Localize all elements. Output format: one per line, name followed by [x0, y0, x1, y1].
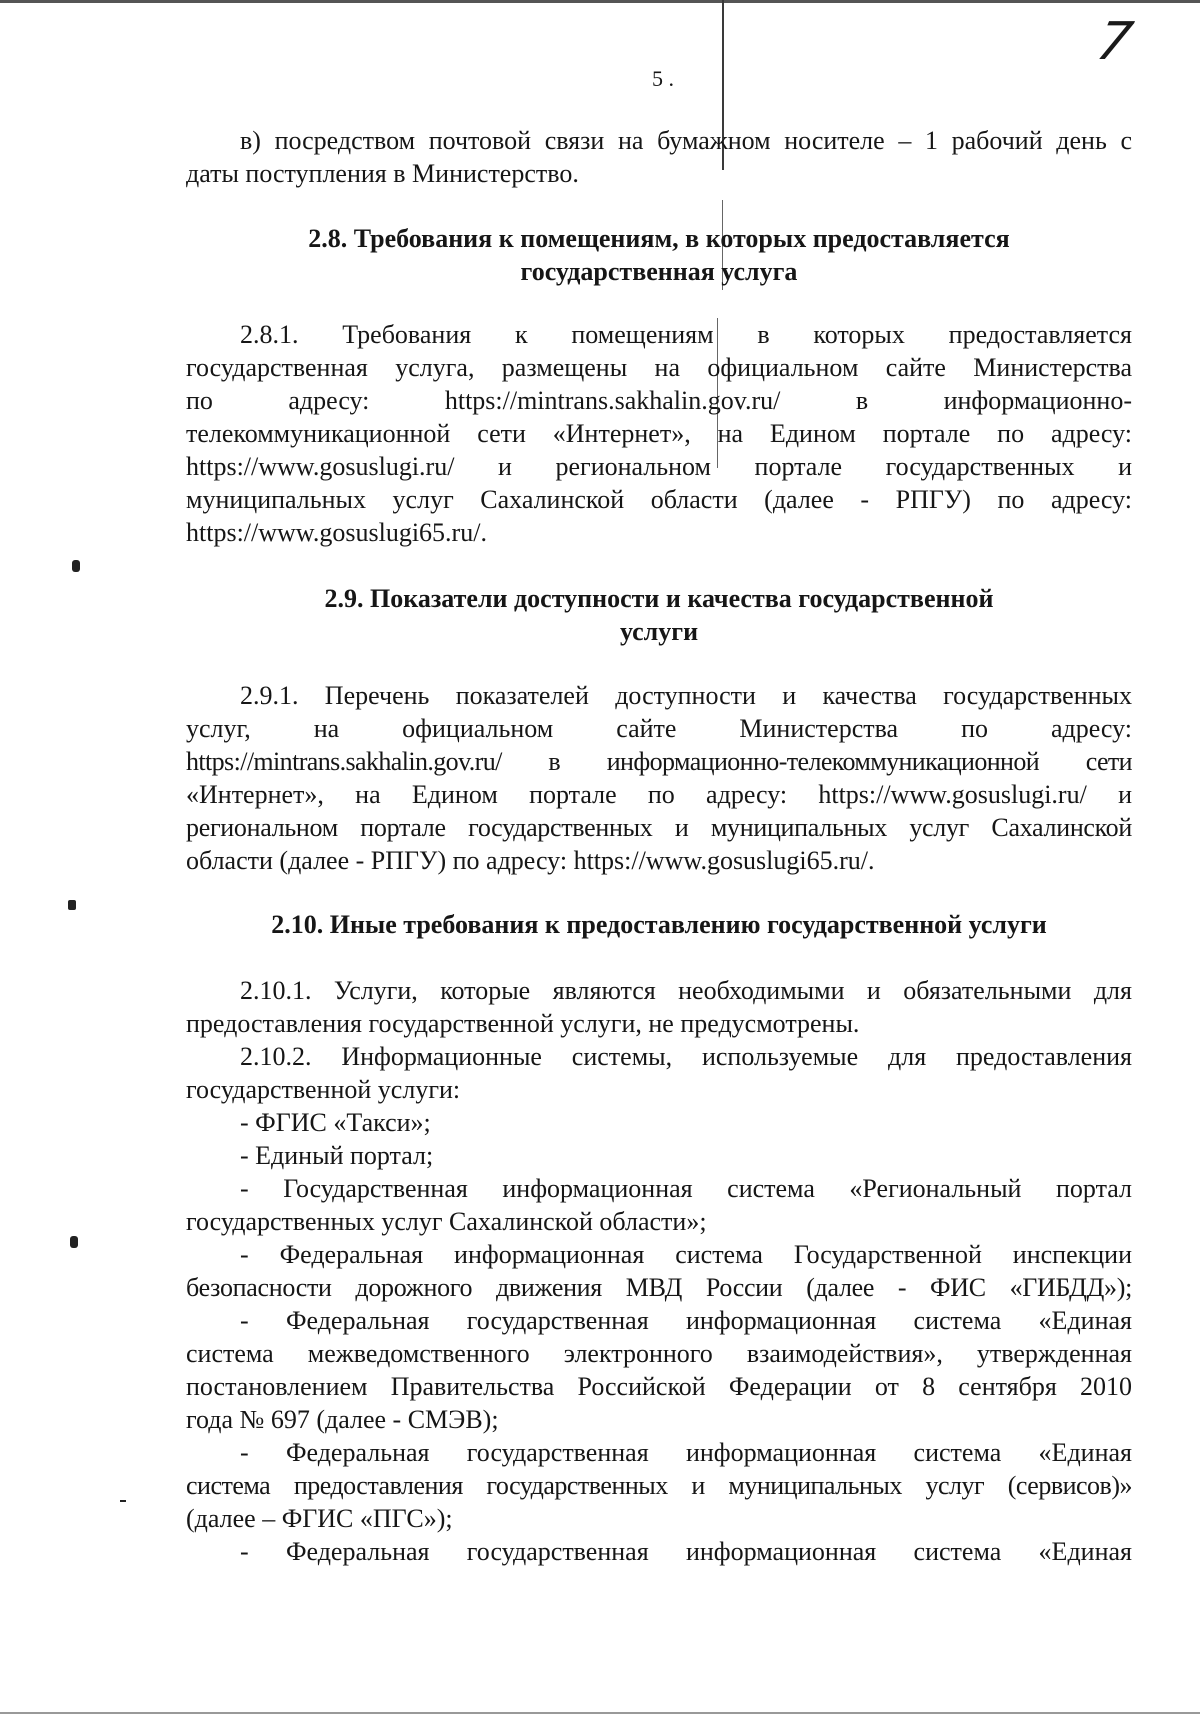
- text-line: https://mintrans.sakhalin.gov.ru/ в информационно-телекоммуникационной сети: [186, 747, 1132, 776]
- text-line: региональном портале государственных и муниципальных услуг Сахалинской: [186, 813, 1132, 842]
- section-heading-2-8: [186, 222, 1132, 288]
- text-line: области (далее - РПГУ) по адресу: https://www.gosuslugi65.ru/.: [186, 846, 875, 875]
- paragraph-2-8-1: [186, 318, 1132, 549]
- list-item: - Федеральная государственная информационная система «Единая: [240, 1306, 1132, 1335]
- text-line: государственная услуга, размещены на официальном сайте Министерства: [186, 353, 1132, 382]
- list-item: - Федеральная информационная система Государственной инспекции: [240, 1240, 1132, 1269]
- scan-speck: [120, 1500, 126, 1502]
- text-line: телекоммуникационной сети «Интернет», на Едином портале по адресу:: [186, 419, 1132, 448]
- heading-line: услуги: [619, 617, 699, 646]
- text-line: даты поступления в Министерство.: [186, 159, 579, 188]
- paragraph-2-9-1: [186, 679, 1132, 877]
- text-line: (далее – ФГИС «ПГС»);: [186, 1504, 453, 1533]
- section-heading-2-10: [186, 908, 1132, 941]
- list-item: - Государственная информационная система «Региональный портал: [240, 1174, 1132, 1203]
- scan-speck: [68, 900, 76, 910]
- text-line: 2.10.1. Услуги, которые являются необходимыми и обязательными для: [240, 976, 1132, 1005]
- intro-paragraph: [186, 124, 1132, 190]
- heading-line: 2.10. Иные требования к предоставлению государственной услуги: [271, 910, 1047, 939]
- scan-edge-bottom: [0, 1712, 1200, 1714]
- text-line: муниципальных услуг Сахалинской области (далее - РПГУ) по адресу:: [186, 485, 1132, 514]
- text-line: по адресу: https://mintrans.sakhalin.gov.ru/ в информационно-: [186, 386, 1132, 415]
- text-line: 2.10.2. Информационные системы, используемые для предоставления: [240, 1042, 1132, 1071]
- scan-edge-top: [0, 0, 1200, 3]
- text-line: https://www.gosuslugi.ru/ и региональном портале государственных и: [186, 452, 1132, 481]
- list-item: - Федеральная государственная информационная система «Единая: [240, 1438, 1132, 1467]
- heading-line: 2.8. Требования к помещениям, в которых предоставляется: [308, 224, 1010, 253]
- list-item: - Единый портал;: [240, 1141, 434, 1170]
- text-line: «Интернет», на Едином портале по адресу: https://www.gosuslugi.ru/ и: [186, 780, 1132, 809]
- list-item: - ФГИС «Такси»;: [240, 1108, 431, 1137]
- list-item: - Федеральная государственная информационная система «Единая: [240, 1537, 1132, 1566]
- text-line: система предоставления государственных и муниципальных услуг (сервисов)»: [186, 1471, 1132, 1500]
- scan-speck: [70, 1236, 78, 1248]
- text-line: государственной услуги:: [186, 1075, 461, 1104]
- text-line: года № 697 (далее - СМЭВ);: [186, 1405, 499, 1434]
- paragraphs-2-10: [186, 974, 1132, 1568]
- handwritten-page-number: 7: [1091, 12, 1138, 72]
- text-line: государственных услуг Сахалинской области»;: [186, 1207, 707, 1236]
- text-line: система межведомственного электронного взаимодействия», утвержденная: [186, 1339, 1132, 1368]
- page-number: 5 .: [652, 66, 674, 91]
- text-line: предоставления государственной услуги, не предусмотрены.: [186, 1009, 860, 1038]
- scan-speck: [72, 560, 80, 572]
- section-heading-2-9: [186, 582, 1132, 648]
- text-line: постановлением Правительства Российской Федерации от 8 сентября 2010: [186, 1372, 1132, 1401]
- text-line: в) посредством почтовой связи на бумажном носителе – 1 рабочий день с: [240, 126, 1132, 155]
- text-line: услуг, на официальном сайте Министерства по адресу:: [186, 714, 1132, 743]
- text-line: https://www.gosuslugi65.ru/.: [186, 518, 487, 547]
- text-line: 2.8.1. Требования к помещениям в которых предоставляется: [240, 320, 1132, 349]
- heading-line: государственная услуга: [520, 257, 798, 286]
- text-line: безопасности дорожного движения МВД России (далее - ФИС «ГИБДД»);: [186, 1273, 1132, 1302]
- heading-line: 2.9. Показатели доступности и качества государственной: [324, 584, 994, 613]
- text-line: 2.9.1. Перечень показателей доступности и качества государственных: [240, 681, 1132, 710]
